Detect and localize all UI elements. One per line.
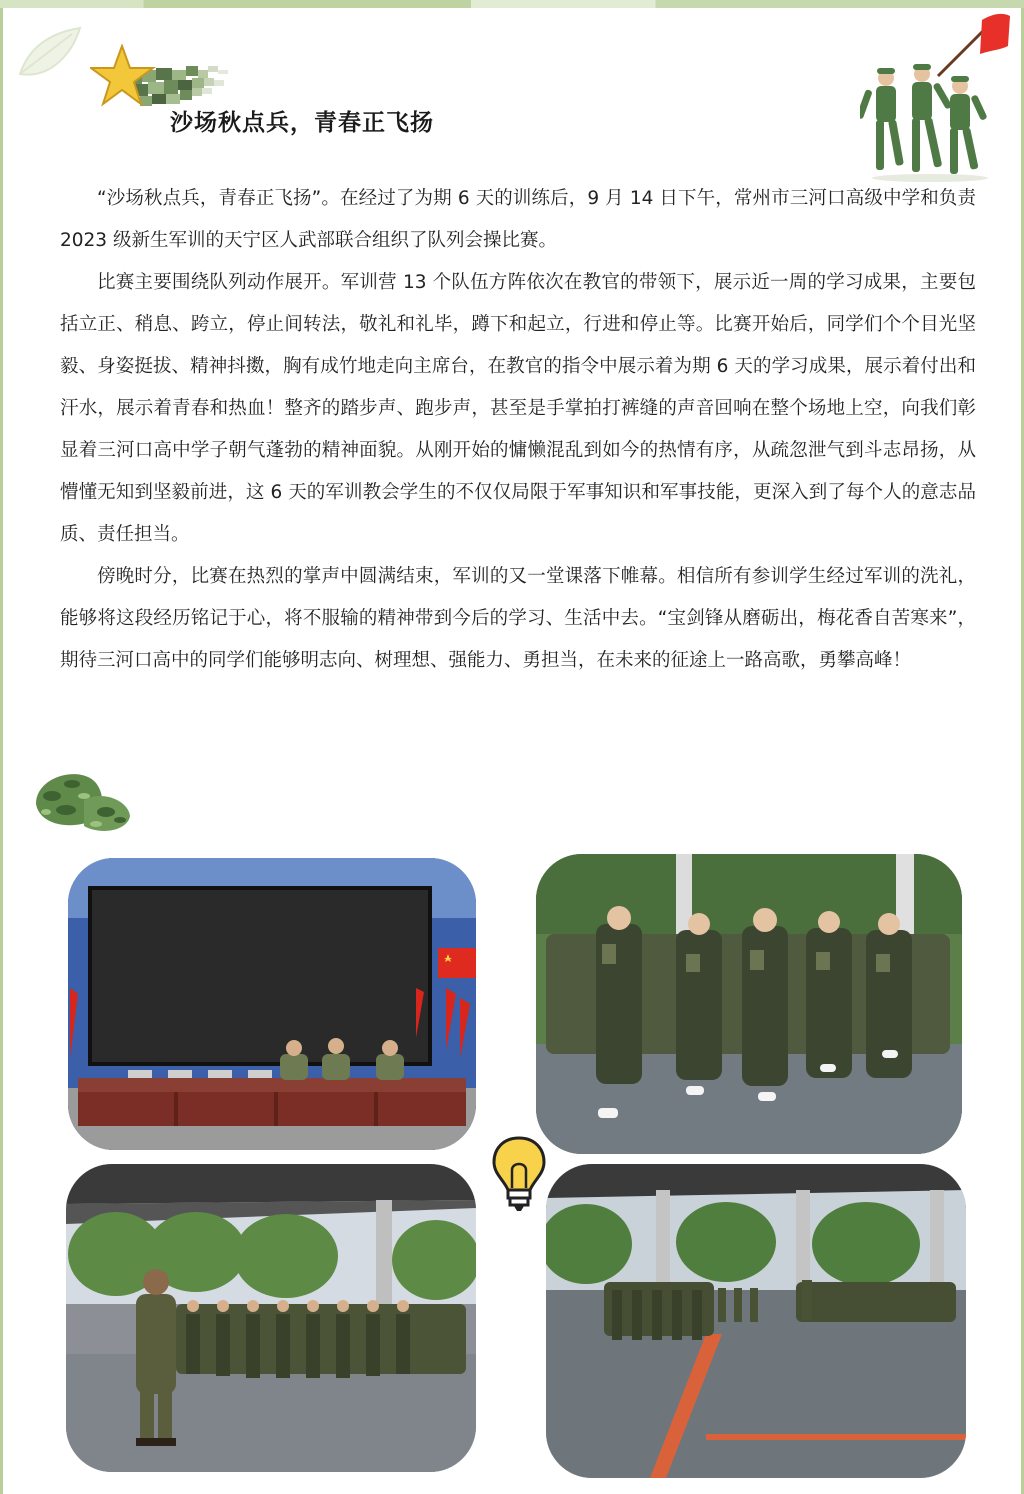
- top-decor-band: [0, 0, 1024, 8]
- lightbulb-icon: [490, 1134, 548, 1212]
- article-paragraph-2: 比赛主要围绕队列动作展开。军训营 13 个队伍方阵依次在教官的带领下，展示近一周的学习成果，主要包括立正、稍息、跨立，停止间转法，敬礼和礼毕，蹲下和起立，行进和停止等。比赛开始后，同学们个个目光坚毅、身姿挺拔、精神抖擞，胸有成竹地走向主席台，在教官的指令中展示着为期 6 天的学习成果，展示着付出和汗水，展示着青春和热血！整齐的踏步声、跑步声，甚至是手掌拍打裤缝的声音回响在整个场地上空，向我们彰显着三河口高中学子朝气蓬勃的精神面貌。从刚开始的慵懒混乱到如今的热情有序，从疏忽泄气到斗志昂扬，从懵懂无知到坚毅前进，这 6 天的军训教会学生的不仅仅局限于军事知识和军事技能，更深入到了每个人的意志品质、责任担当。: [60, 272, 976, 545]
- article-body: [60, 178, 976, 682]
- photo-squad-marching: [546, 1164, 966, 1478]
- leaf-decor-icon: [10, 24, 86, 94]
- photo-instructor-leading: [66, 1164, 476, 1472]
- article-paragraph-3: 傍晚时分，比赛在热烈的掌声中圆满结束，军训的又一堂课落下帷幕。相信所有参训学生经过军训的洗礼，能够将这段经历铭记于心，将不服输的精神带到今后的学习、生活中去。“宝剑锋从磨砺出，梅花香自苦寒来”，期待三河口高中的同学们能够明志向、树理想、强能力、勇担当，在未来的征途上一路高歌，勇攀高峰！: [60, 566, 976, 671]
- article-paragraph-1: “沙场秋点兵，青春正飞扬”。在经过了为期 6 天的训练后，9 月 14 日下午，常州市三河口高级中学和负责 2023 级新生军训的天宁区人武部联合组织了队列会操比赛。: [60, 188, 976, 251]
- photo-students-saluting: [536, 854, 962, 1154]
- photo-reviewing-stand: [68, 858, 476, 1150]
- camouflage-cap-icon: [32, 760, 134, 838]
- section-heading: [90, 44, 530, 144]
- marching-soldiers-icon: [860, 10, 1012, 184]
- page-title: 沙场秋点兵，青春正飞扬: [170, 110, 434, 136]
